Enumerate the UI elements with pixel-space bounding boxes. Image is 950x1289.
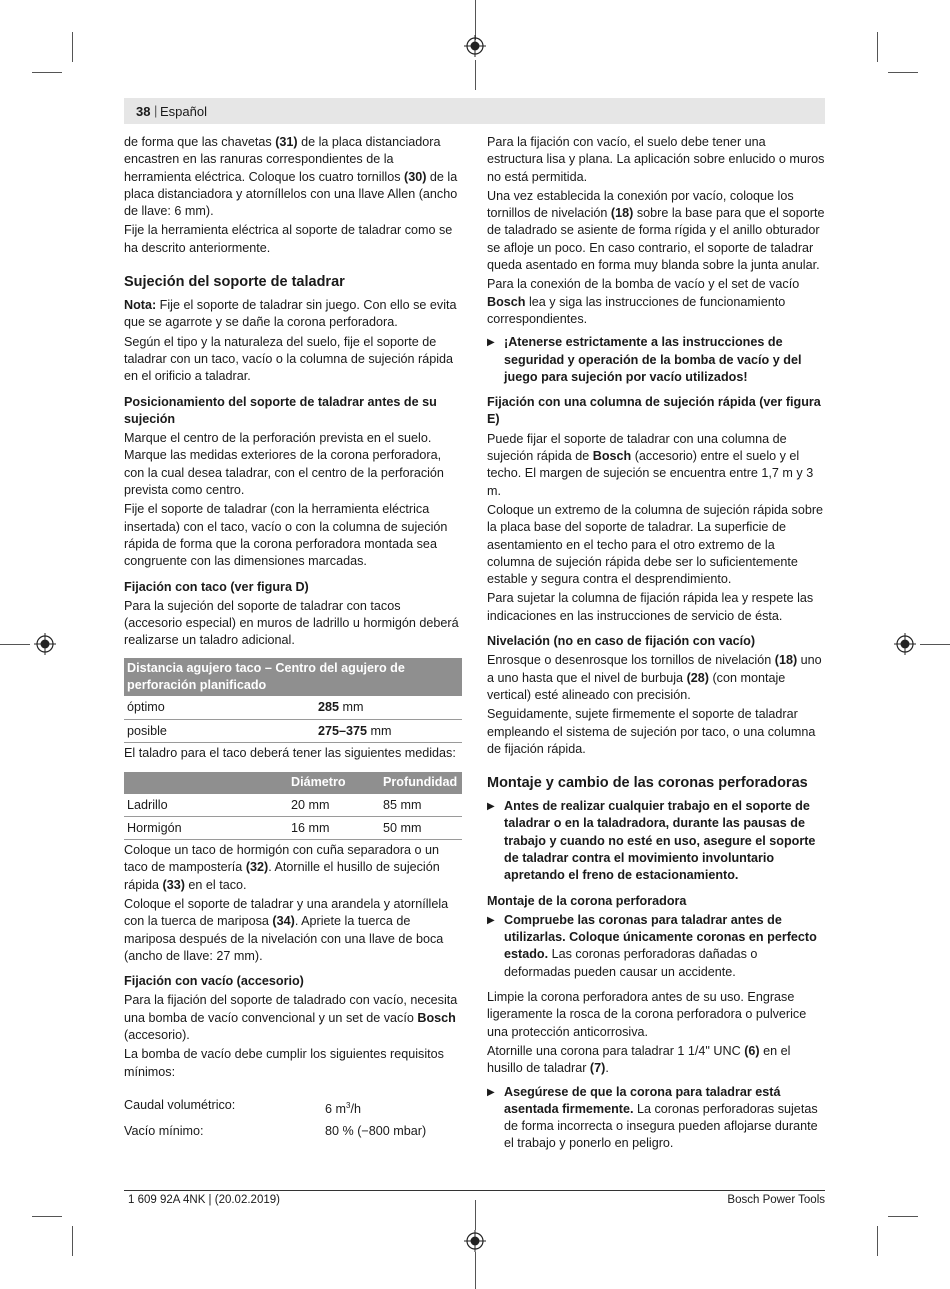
- subsection-heading: Fijación con vacío (accesorio): [124, 974, 304, 989]
- crop-mark: [475, 0, 476, 40]
- left-column: [124, 134, 462, 1141]
- crop-mark: [888, 72, 918, 73]
- paragraph: Para la conexión de la bomba de vacío y el set de vacío Bosch lea y siga las instrucciones de funcionamiento correspondientes.: [487, 277, 800, 326]
- crop-mark: [877, 1226, 878, 1256]
- paragraph: Fije el soporte de taladrar (con la herramienta eléctrica insertada) con el taco, vacío o con la columna de sujeción rápida de forma que la corona perforadora montada sea congruente con las dimensiones marcadas.: [124, 502, 448, 569]
- paragraph: Coloque un extremo de la columna de sujeción rápida sobre la placa base del soporte de taladrar. La superficie de asentamiento en el techo para el otro extremo de la columna de sujeción rápida debe ser lo suficientemente estable y segura contra el desprendimiento.: [487, 502, 824, 587]
- table-row: óptimo 285 mm: [124, 696, 462, 719]
- paragraph: Coloque un taco de hormigón con cuña separadora o un taco de mampostería (32). Atornille el husillo de sujeción rápida (33) en el taco.: [124, 843, 440, 892]
- table-row: Hormigón 16 mm 50 mm: [124, 816, 462, 839]
- footer-doc-id: 1 609 92A 4NK | (20.02.2019): [128, 1194, 280, 1206]
- subsection-heading: Fijación con una columna de sujeción rápida (ver figura E): [487, 395, 821, 427]
- warning-list-item: ▶ Compruebe las coronas para taladrar antes de utilizarlas. Coloque únicamente coronas en perfecto estado. Las coronas perforadoras dañadas o deformadas pueden causar un accidente.: [487, 912, 817, 979]
- requirement-row: Vacío mínimo: 80 % (−800 mbar): [124, 1124, 427, 1139]
- table-header: Diámetro: [288, 772, 380, 793]
- triangle-bullet-icon: ▶: [487, 914, 495, 926]
- paragraph: Puede fijar el soporte de taladrar con una columna de sujeción rápida de Bosch (accesorio) entre el suelo y el techo. El margen de sujeción se encuentra entre 1,7 m y 3 m.: [487, 431, 814, 498]
- registration-mark-icon: [34, 633, 56, 655]
- hole-dimensions-table: [124, 772, 462, 840]
- crop-mark: [32, 1216, 62, 1217]
- subsection-heading: Nivelación (no en caso de fijación con vacío): [487, 634, 756, 649]
- warning-list-item: ▶ ¡Atenerse estrictamente a las instrucciones de seguridad y operación de la bomba de vacío y del juego para sujeción por vacío utilizados!: [487, 335, 802, 384]
- warning-list-item: ▶ Antes de realizar cualquier trabajo en el soporte de taladrar o en la taladradora, durante las pausas de trabajo y cuando no esté en uso, asegure el soporte de taladrar contra el movimiento involuntario apretando el freno de estacionamiento.: [487, 799, 816, 883]
- crop-mark: [72, 32, 73, 62]
- paragraph: Marque el centro de la perforación prevista en el suelo. Marque las medidas exteriores de la corona perforadora, con la cual desea taladrar, con el centro de la perforación prevista como centro.: [124, 431, 444, 498]
- section-heading: Montaje y cambio de las coronas perforadoras: [487, 775, 808, 792]
- paragraph: Para sujetar la columna de fijación rápida lea y respete las indicaciones en las instrucciones de servicio de ésta.: [487, 591, 814, 623]
- registration-mark-icon: [894, 633, 916, 655]
- triangle-bullet-icon: ▶: [487, 801, 495, 813]
- page-header: [124, 98, 825, 124]
- right-column: [487, 134, 825, 1161]
- subsection-heading: Posicionamiento del soporte de taladrar antes de su sujeción: [124, 394, 437, 426]
- table-row: Ladrillo 20 mm 85 mm: [124, 794, 462, 817]
- crop-mark: [475, 1200, 476, 1230]
- footer-divider: [124, 1190, 825, 1191]
- paragraph: Una vez establecida la conexión por vacío, coloque los tornillos de nivelación (18) sobre la base para que el soporte de taladrado se asiente de forma rígida y el anillo obturador se afloje un poco. En caso contrario, el soporte de taladrar queda asentado en forma muy blanda sobre la junta anular.: [487, 188, 825, 273]
- note-paragraph: Nota: Fije el soporte de taladrar sin juego. Con ello se evita que se agarrote y se dañe la corona perforadora.: [124, 298, 457, 330]
- crop-mark: [877, 32, 878, 62]
- paragraph: Coloque el soporte de taladrar y una arandela y atorníllela con la tuerca de mariposa (34). Apriete la tuerca de mariposa después de la nivelación con una llave de boca (ancho de llave: 27 mm).: [124, 896, 449, 963]
- crop-mark: [72, 1226, 73, 1256]
- paragraph: Enrosque o desenrosque los tornillos de nivelación (18) uno a uno hasta que el nivel de burbuja (28) (con montaje vertical) esté alineado con precisión.: [487, 653, 822, 702]
- crop-mark: [920, 644, 950, 645]
- paragraph: La bomba de vacío debe cumplir los siguientes requisitos mínimos:: [124, 1047, 444, 1079]
- registration-mark-icon: [464, 1230, 486, 1252]
- registration-mark-icon: [464, 35, 486, 57]
- subsection-heading: Montaje de la corona perforadora: [487, 893, 687, 908]
- warning-list-item: ▶ Asegúrese de que la corona para taladrar está asentada firmemente. La coronas perforadoras sujetas de forma incorrecta o insegura pueden aflojarse durante el trabajo y ponerlo en peligro.: [487, 1084, 818, 1151]
- paragraph: Para la fijación con vacío, el suelo debe tener una estructura lisa y plana. La aplicación sobre enlucido o muros no está permitida.: [487, 135, 825, 184]
- paragraph: Seguidamente, sujete firmemente el soporte de taladrar empleando el sistema de sujeción por taco, o una columna de fijación rápida.: [487, 707, 816, 756]
- page-number: 38: [136, 104, 151, 119]
- requirement-row: Caudal volumétrico: 6 $m^3/h$: [124, 1097, 361, 1117]
- paragraph: Limpie la corona perforadora antes de su uso. Engrase ligeramente la rosca de la corona perforadora o pulverice una protección anticorrosiva.: [487, 990, 807, 1039]
- section-heading: Sujeción del soporte de taladrar: [124, 274, 345, 291]
- paragraph: de forma que las chavetas (31) de la placa distanciadora encastren en las ranuras correspondientes de la herramienta eléctrica. Coloque los cuatro tornillos (30) de la placa distanciadora y atorníllelos con una llave Allen (ancho de llave: 6 mm).: [124, 135, 458, 219]
- triangle-bullet-icon: ▶: [487, 1086, 495, 1098]
- paragraph: El taladro para el taco deberá tener las siguientes medidas:: [124, 745, 456, 760]
- header-language: Español: [160, 104, 207, 119]
- distance-table: [124, 658, 462, 743]
- header-separator: |: [154, 103, 158, 118]
- crop-mark: [475, 1252, 476, 1289]
- paragraph: Fije la herramienta eléctrica al soporte de taladrar como se ha descrito anteriormente.: [124, 223, 453, 255]
- subsection-heading: Fijación con taco (ver figura D): [124, 579, 309, 594]
- paragraph: Para la sujeción del soporte de taladrar con tacos (accesorio especial) en muros de ladrillo u hormigón deberá realizarse un taladro adicional.: [124, 598, 459, 648]
- crop-mark: [0, 644, 30, 645]
- footer-brand: Bosch Power Tools: [727, 1194, 825, 1206]
- crop-mark: [32, 72, 62, 73]
- crop-mark: [888, 1216, 918, 1217]
- paragraph: Según el tipo y la naturaleza del suelo, fije el soporte de taladrar con un taco, vacío o la columna de sujeción rápida en el orificio a taladrar.: [124, 334, 454, 384]
- paragraph: Para la fijación del soporte de taladrado con vacío, necesita una bomba de vacío convencional y un set de vacío Bosch (accesorio).: [124, 993, 458, 1043]
- crop-mark: [475, 60, 476, 90]
- triangle-bullet-icon: ▶: [487, 337, 495, 349]
- paragraph: Atornille una corona para taladrar 1 1/4" UNC (6) en el husillo de taladrar (7).: [487, 1043, 791, 1076]
- table-row: posible 275–375 mm: [124, 719, 462, 742]
- table-header: Profundidad: [380, 772, 462, 793]
- table-header: Distancia agujero taco – Centro del agujero de perforación planificado: [124, 658, 462, 697]
